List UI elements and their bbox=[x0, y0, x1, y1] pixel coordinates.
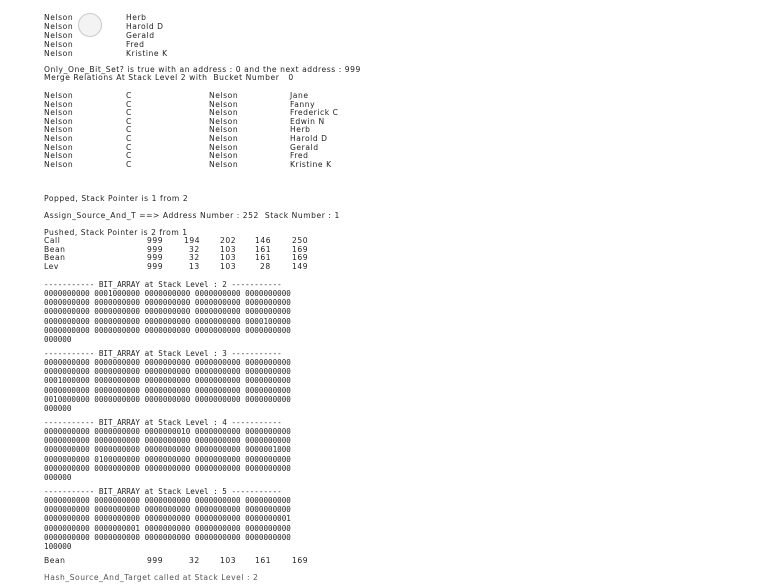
merge-row-col2: C bbox=[126, 116, 132, 126]
merge-row-col1: Nelson bbox=[44, 134, 74, 143]
stack-row-value: 999 bbox=[147, 244, 164, 254]
merge-row-col1: Nelson bbox=[44, 159, 74, 169]
merge-row-col1: Nelson bbox=[44, 99, 74, 109]
bit-array-row: 000000 bbox=[44, 335, 72, 344]
bit-array-row: 0000000000 0000000000 0000000000 0000000000 0000000000 bbox=[44, 298, 291, 308]
merge-row-col2: C bbox=[126, 134, 132, 143]
merge-row-col3: Nelson bbox=[209, 99, 239, 109]
bean-row-value: 161 bbox=[255, 556, 272, 565]
stack-row-value: 161 bbox=[255, 253, 272, 263]
only-one-bit-set-line: Only_One_Bit_Set? is true with an address : 0 and the next address : 999 bbox=[44, 65, 361, 74]
bit-array-row: 0000000000 0001000000 0000000000 0000000000 0000000000 bbox=[44, 289, 291, 298]
bit-array-header: ----------- BIT_ARRAY at Stack Level : 3 ----------- bbox=[44, 349, 282, 358]
bit-array-row: 0000000000 0000000000 0000000000 0000000000 0000000000 bbox=[44, 385, 291, 395]
bit-array-row: 0000000000 0000000000 0000000000 0000000000 0000000000 bbox=[44, 307, 291, 317]
stack-row-value: 32 bbox=[189, 253, 200, 263]
bit-array-row: 0000000000 0000000000 0000000000 0000000000 0000000000 bbox=[44, 532, 291, 542]
stack-row-value: 103 bbox=[220, 244, 237, 254]
bit-array-row: 0000000000 0100000000 0000000000 0000000000 0000000000 bbox=[44, 454, 291, 464]
merge-row-col2: C bbox=[126, 99, 132, 109]
top-name-last: Nelson bbox=[44, 40, 74, 49]
merge-row-col2: C bbox=[126, 91, 132, 100]
stack-row-value: 169 bbox=[292, 244, 309, 254]
merge-row-col4: Frederick C bbox=[290, 108, 339, 118]
merge-row-col1: Nelson bbox=[44, 125, 74, 135]
merge-row-col4: Harold D bbox=[290, 134, 328, 143]
merge-row-col1: Nelson bbox=[44, 91, 74, 100]
merge-row-col2: C bbox=[126, 151, 132, 161]
top-name-first: Gerald bbox=[126, 31, 155, 40]
bit-array-row: 0000000000 0000000000 0000000000 0000000000 0000000000 bbox=[44, 436, 291, 446]
bit-array-row: 000000 bbox=[44, 404, 72, 413]
hash-source-line: Hash_Source_And_Target called at Stack Level : 2 bbox=[44, 573, 259, 582]
merge-row-col4: Gerald bbox=[290, 142, 319, 152]
merge-row-col3: Nelson bbox=[209, 91, 239, 100]
stack-row-value: 194 bbox=[184, 236, 201, 245]
bit-array-row: 100000 bbox=[44, 542, 72, 551]
stack-row-name: Lev bbox=[44, 261, 59, 271]
merge-row-col4: Jane bbox=[290, 91, 309, 100]
bit-array-row: 0000000000 0000000000 0000000000 0000000000 0000000000 bbox=[44, 463, 291, 473]
merge-row-col1: Nelson bbox=[44, 116, 74, 126]
pushed-line: Pushed, Stack Pointer is 2 from 1 bbox=[44, 228, 188, 237]
bit-array-row: 0000000000 0000000001 0000000000 0000000000 0000000000 bbox=[44, 523, 291, 533]
merge-row-col2: C bbox=[126, 125, 132, 135]
merge-row-col1: Nelson bbox=[44, 151, 74, 161]
top-name-last: Nelson bbox=[44, 31, 74, 40]
merge-row-col4: Kristine K bbox=[290, 159, 332, 169]
merge-row-col1: Nelson bbox=[44, 142, 74, 152]
merge-row-col3: Nelson bbox=[209, 108, 239, 118]
top-name-first: Harold D bbox=[126, 22, 164, 31]
top-name-last: Nelson bbox=[44, 49, 74, 58]
merge-row-col2: C bbox=[126, 159, 132, 169]
stack-row-name: Bean bbox=[44, 244, 66, 254]
bean-row-name: Bean bbox=[44, 556, 66, 565]
stack-row-value: 103 bbox=[220, 261, 237, 271]
bit-array-row: 0001000000 0000000000 0000000000 0000000000 0000000000 bbox=[44, 376, 291, 386]
merge-row-col3: Nelson bbox=[209, 116, 239, 126]
bit-array-row: 0010000000 0000000000 0000000000 0000000000 0000000000 bbox=[44, 394, 291, 404]
stack-row-value: 28 bbox=[260, 261, 271, 271]
bit-array-row: 0000000000 0000000000 0000000000 0000000000 0000100000 bbox=[44, 316, 291, 326]
bit-array-row: 0000000000 0000000000 0000000000 0000000000 0000000001 bbox=[44, 514, 291, 524]
merge-relations-line: Merge Relations At Stack Level 2 with Bucket Number 0 bbox=[44, 73, 294, 82]
stack-row-value: 999 bbox=[147, 236, 164, 245]
bit-array-row: 0000000000 0000000000 0000000000 0000000000 0000001000 bbox=[44, 445, 291, 455]
bean-row-value: 169 bbox=[292, 556, 309, 565]
merge-row-col3: Nelson bbox=[209, 142, 239, 152]
stack-row-value: 169 bbox=[292, 253, 309, 263]
top-name-last: Nelson bbox=[44, 22, 74, 31]
merge-row-col4: Fanny bbox=[290, 99, 316, 109]
bit-array-header: ----------- BIT_ARRAY at Stack Level : 4 ----------- bbox=[44, 418, 282, 427]
merge-row-col3: Nelson bbox=[209, 134, 239, 143]
bit-array-row: 0000000000 0000000000 0000000000 0000000000 0000000000 bbox=[44, 325, 291, 335]
stack-row-value: 202 bbox=[220, 236, 237, 245]
assign-source-line: Assign_Source_And_T ==> Address Number : 252 Stack Number : 1 bbox=[44, 211, 340, 220]
top-name-first: Fred bbox=[126, 40, 145, 49]
stack-row-value: 250 bbox=[292, 236, 309, 245]
bit-array-row: 0000000000 0000000000 0000000000 0000000000 0000000000 bbox=[44, 496, 291, 505]
top-name-first: Herb bbox=[126, 13, 147, 22]
stack-row-value: 999 bbox=[147, 261, 164, 271]
bit-array-header: ----------- BIT_ARRAY at Stack Level : 2 ----------- bbox=[44, 280, 282, 289]
merge-row-col2: C bbox=[126, 142, 132, 152]
bit-array-row: 0000000000 0000000000 0000000000 0000000000 0000000000 bbox=[44, 367, 291, 377]
stack-row-name: Bean bbox=[44, 253, 66, 263]
stack-row-value: 13 bbox=[189, 261, 200, 271]
stack-row-value: 161 bbox=[255, 244, 272, 254]
merge-row-col3: Nelson bbox=[209, 125, 239, 135]
bean-row-value: 103 bbox=[220, 556, 237, 565]
merge-row-col4: Herb bbox=[290, 125, 311, 135]
merge-row-col2: C bbox=[126, 108, 132, 118]
top-name-last: Nelson bbox=[44, 13, 74, 22]
stack-row-value: 999 bbox=[147, 253, 164, 263]
bit-array-header: ----------- BIT_ARRAY at Stack Level : 5 ----------- bbox=[44, 487, 282, 496]
top-name-first: Kristine K bbox=[126, 49, 168, 58]
merge-row-col4: Edwin N bbox=[290, 116, 325, 126]
bean-row-value: 999 bbox=[147, 556, 164, 565]
bit-array-row: 000000 bbox=[44, 473, 72, 482]
stack-row-value: 149 bbox=[292, 261, 309, 271]
merge-row-col3: Nelson bbox=[209, 159, 239, 169]
bit-array-row: 0000000000 0000000000 0000000010 0000000000 0000000000 bbox=[44, 427, 291, 436]
merge-row-col4: Fred bbox=[290, 151, 309, 161]
stack-row-value: 32 bbox=[189, 244, 200, 254]
merge-row-col1: Nelson bbox=[44, 108, 74, 118]
scan-artifact-circle bbox=[78, 13, 102, 37]
popped-line: Popped, Stack Pointer is 1 from 2 bbox=[44, 194, 189, 203]
bit-array-row: 0000000000 0000000000 0000000000 0000000000 0000000000 bbox=[44, 505, 291, 515]
stack-row-name: Call bbox=[44, 236, 61, 245]
bit-array-row: 0000000000 0000000000 0000000000 0000000000 0000000000 bbox=[44, 358, 291, 367]
stack-row-value: 146 bbox=[255, 236, 272, 245]
stack-row-value: 103 bbox=[220, 253, 237, 263]
merge-row-col3: Nelson bbox=[209, 151, 239, 161]
bean-row-value: 32 bbox=[189, 556, 200, 565]
